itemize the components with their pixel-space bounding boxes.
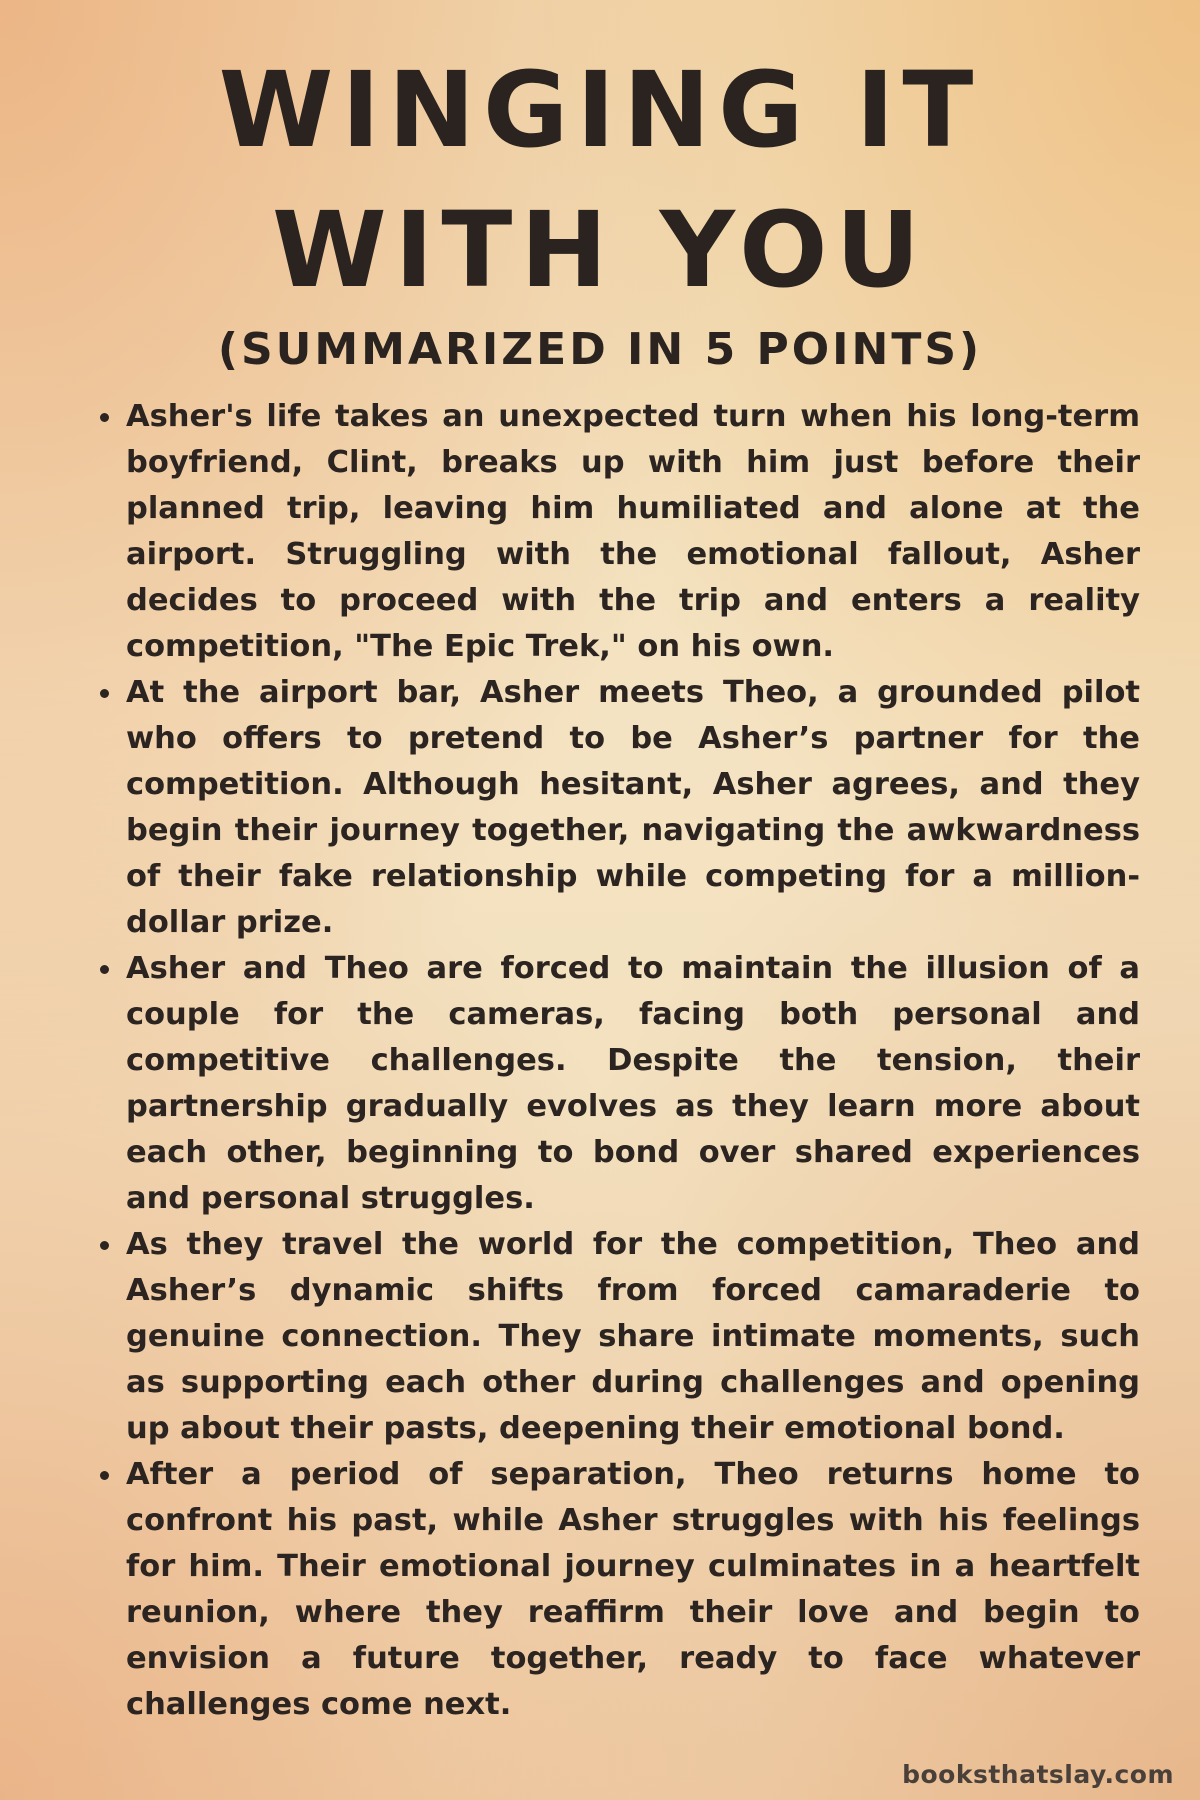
summary-point-3: • Asher and Theo are forced to maintain the illusion of a couple for the cameras, facing both personal and competitive challenges. Despite the tension, their partnership gradually evolves as they learn more about each other, beginning to bond over shared experiences and personal struggles. bbox=[124, 946, 1140, 1222]
summary-point-1: • Asher's life takes an unexpected turn when his long-term boyfriend, Clint, breaks up with him just before their planned trip, leaving him humiliated and alone at the airport. Struggling with the emotional fallout, Asher decides to proceed with the trip and enters a reality competition, "The Epic Trek," on his own. bbox=[124, 394, 1140, 670]
source-watermark: booksthatslay.com bbox=[902, 1760, 1174, 1789]
summary-point-5: • After a period of separation, Theo returns home to confront his past, while Asher struggles with his feelings for him. Their emotional journey culminates in a heartfelt reunion, where they reaffirm their love and begin to envision a future together, ready to face whatever challenges come next. bbox=[124, 1452, 1140, 1728]
subtitle: (SUMMARIZED IN 5 POINTS) bbox=[217, 324, 983, 375]
book-title: WINGING IT WITH YOU bbox=[218, 49, 982, 311]
summary-points-list bbox=[92, 394, 1140, 1728]
summary-point-4: • As they travel the world for the competition, Theo and Asher’s dynamic shifts from forced camaraderie to genuine connection. They share intimate moments, such as supporting each other during challenges and opening up about their pasts, deepening their emotional bond. bbox=[124, 1222, 1140, 1452]
summary-point-2: • At the airport bar, Asher meets Theo, a grounded pilot who offers to pretend to be Asher’s partner for the competition. Although hesitant, Asher agrees, and they begin their journey together, navigating the awkwardness of their fake relationship while competing for a million-dollar prize. bbox=[124, 670, 1140, 946]
